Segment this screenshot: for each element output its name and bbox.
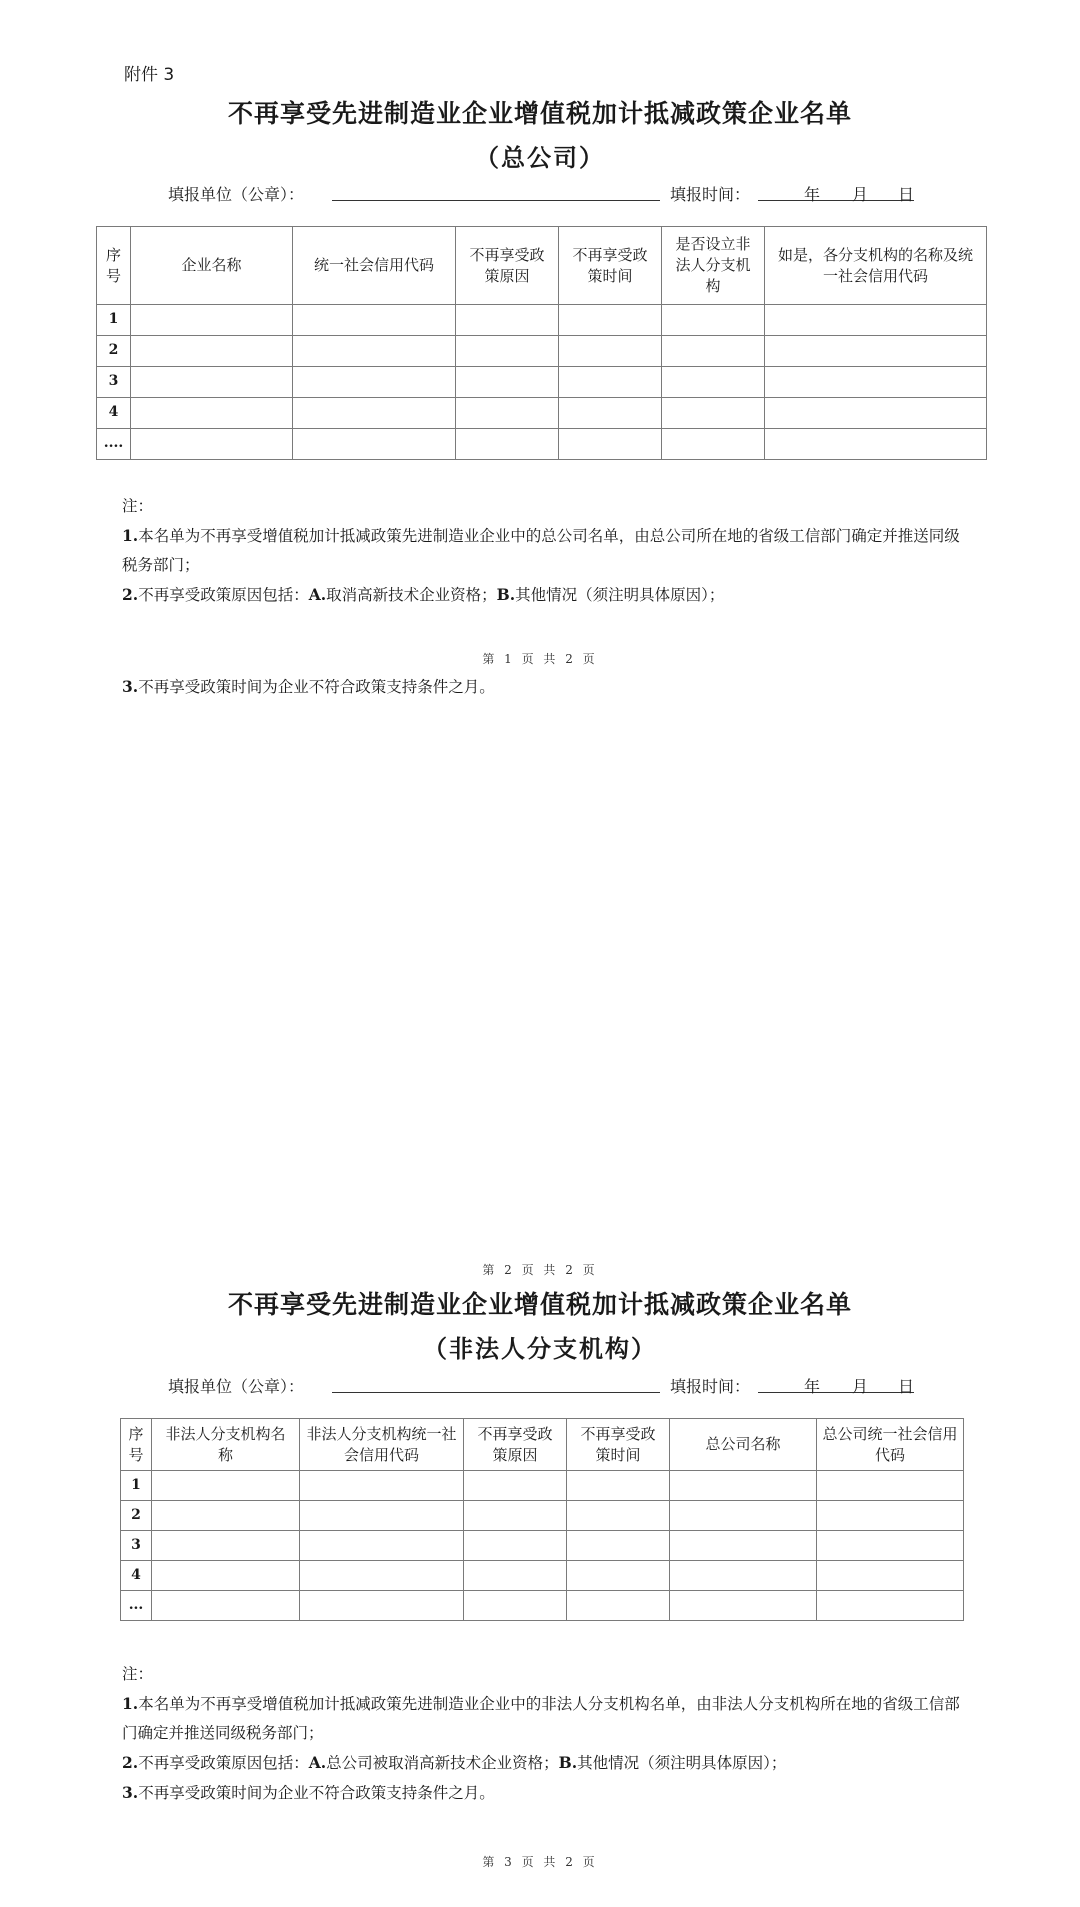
table-cell[interactable]	[670, 1471, 817, 1501]
table-cell[interactable]	[670, 1501, 817, 1531]
table-cell[interactable]	[293, 429, 456, 460]
table-cell[interactable]	[662, 336, 765, 367]
form2-note-3-num: 3.	[122, 1783, 139, 1802]
row-index: 2	[97, 336, 131, 367]
table-row	[97, 429, 987, 460]
form2-note-3-text: 不再享受政策时间为企业不符合政策支持条件之月。	[138, 1784, 495, 1802]
form2-col-reason-label: 不再享受政策原因	[477, 1424, 553, 1464]
table-cell[interactable]	[559, 398, 662, 429]
table-cell[interactable]	[817, 1561, 964, 1591]
form2-note-2	[122, 1748, 962, 1778]
table-cell[interactable]	[293, 305, 456, 336]
form1-col-branch-label: 是否设立非法人分支机构	[675, 235, 751, 295]
row-index: 4	[97, 398, 131, 429]
form1-col-company-name-label: 企业名称	[181, 256, 242, 274]
row-index: 4	[121, 1561, 152, 1591]
form1-col-branch	[662, 227, 765, 305]
table-cell[interactable]	[456, 336, 559, 367]
table-cell[interactable]	[670, 1531, 817, 1561]
table-row	[121, 1471, 964, 1501]
form2-title: 不再享受先进制造业企业增值税加计抵减政策企业名单	[227, 1290, 852, 1319]
table-cell[interactable]	[152, 1531, 300, 1561]
table-cell[interactable]	[300, 1591, 464, 1621]
form2-col-branch-name	[152, 1419, 300, 1471]
table-cell[interactable]	[559, 305, 662, 336]
form1-col-reason	[456, 227, 559, 305]
table-row	[121, 1531, 964, 1561]
form1-subtitle: （总公司）	[475, 143, 605, 172]
form1-col-branch-details	[765, 227, 987, 305]
form2-col-branch-code-label: 非法人分支机构统一社会信用代码	[306, 1424, 457, 1464]
table-cell[interactable]	[670, 1561, 817, 1591]
form2-fill-time-label: 填报时间：	[670, 1377, 751, 1396]
form2-note-2-num: 2.	[122, 1753, 139, 1772]
form2-col-hq-code	[817, 1419, 964, 1471]
form1-note-1-num: 1.	[122, 526, 139, 545]
table-cell[interactable]	[464, 1561, 567, 1591]
row-index: 3	[97, 367, 131, 398]
table-cell[interactable]	[456, 429, 559, 460]
table-row	[121, 1501, 964, 1531]
form2-col-hq-code-label: 总公司统一社会信用代码	[822, 1424, 958, 1464]
table-cell[interactable]	[293, 398, 456, 429]
table-cell[interactable]	[293, 367, 456, 398]
form2-note-2-opt-a: A.	[308, 1753, 327, 1772]
form1-note-3-num: 3.	[122, 677, 139, 696]
row-index: 2	[121, 1501, 152, 1531]
form1-date-day: 日	[898, 185, 915, 204]
table-cell[interactable]	[300, 1471, 464, 1501]
table-cell[interactable]	[293, 336, 456, 367]
form1-col-index-label: 序号	[105, 245, 121, 285]
form1-col-credit-code	[293, 227, 456, 305]
table-cell[interactable]	[152, 1501, 300, 1531]
table-cell[interactable]	[567, 1471, 670, 1501]
form1-col-reason-label: 不再享受政策原因	[469, 245, 545, 285]
table-cell[interactable]	[131, 429, 293, 460]
form2-subtitle: （非法人分支机构）	[423, 1334, 657, 1363]
form2-note-1-text: 本名单为不再享受增值税加计抵减政策先进制造业企业中的非法人分支机构名单，由非法人分支机构所在地的省级工信部门确定并推送同级税务部门；	[122, 1695, 960, 1742]
page-number-3: 第 3 页 共 2 页	[482, 1855, 598, 1869]
table-cell[interactable]	[662, 367, 765, 398]
table-cell[interactable]	[131, 336, 293, 367]
form1-col-time-label: 不再享受政策时间	[572, 245, 648, 285]
form1-note-2-opt-a: A.	[308, 585, 327, 604]
table-cell[interactable]	[152, 1471, 300, 1501]
form2-col-time-label: 不再享受政策时间	[580, 1424, 656, 1464]
form1-note-2	[122, 580, 962, 610]
form1-note-2-opt-b: B.	[496, 585, 516, 604]
form2-date-day: 日	[898, 1377, 915, 1396]
row-index: ....	[97, 429, 131, 460]
form2-note-2-text-c: 其他情况（须注明具体原因）；	[577, 1754, 787, 1772]
table-cell[interactable]	[464, 1471, 567, 1501]
form1-title: 不再享受先进制造业企业增值税加计抵减政策企业名单	[227, 99, 852, 128]
form2-col-time	[567, 1419, 670, 1471]
form1-fill-unit-label: 填报单位（公章）：	[168, 185, 305, 204]
form2-col-index-label: 序号	[128, 1424, 144, 1464]
table-cell[interactable]	[300, 1501, 464, 1531]
form2-fill-time-line[interactable]	[758, 1392, 914, 1393]
form1-note-1	[122, 521, 962, 580]
table-cell[interactable]	[765, 367, 987, 398]
form2-header-row	[121, 1419, 964, 1471]
form2-note-2-opt-b: B.	[558, 1753, 578, 1772]
form2-date-month: 月	[852, 1377, 869, 1396]
form1-fill-unit-line[interactable]	[332, 200, 660, 201]
form1-col-credit-code-label: 统一社会信用代码	[313, 256, 434, 274]
form1-col-branch-details-label: 如是，各分支机构的名称及统一社会信用代码	[777, 245, 973, 285]
table-cell[interactable]	[567, 1591, 670, 1621]
table-row	[97, 305, 987, 336]
table-row	[121, 1561, 964, 1591]
table-cell[interactable]	[765, 305, 987, 336]
form2-note-2-text-a: 不再享受政策原因包括：	[138, 1754, 309, 1772]
form1-note-2-text-b: 取消高新技术企业资格；	[326, 586, 497, 604]
form2-note-1-num: 1.	[122, 1694, 139, 1713]
table-cell[interactable]	[559, 429, 662, 460]
table-row	[97, 398, 987, 429]
table-cell[interactable]	[765, 429, 987, 460]
form1-note-1-text: 本名单为不再享受增值税加计抵减政策先进制造业企业中的总公司名单，由总公司所在地的省级工信部门确定并推送同级税务部门；	[122, 527, 960, 574]
table-cell[interactable]	[152, 1561, 300, 1591]
table-cell[interactable]	[300, 1531, 464, 1561]
form2-note-2-text-b: 总公司被取消高新技术企业资格；	[326, 1754, 559, 1772]
form1-col-company-name	[131, 227, 293, 305]
page-number-2: 第 2 页 共 2 页	[482, 1263, 598, 1277]
table-cell[interactable]	[456, 398, 559, 429]
form1-fill-time-line[interactable]	[758, 200, 914, 201]
table-cell[interactable]	[817, 1471, 964, 1501]
table-cell[interactable]	[464, 1501, 567, 1531]
form1-note-2-text-a: 不再享受政策原因包括：	[138, 586, 309, 604]
table-cell[interactable]	[131, 398, 293, 429]
table-cell[interactable]	[817, 1501, 964, 1531]
table-cell[interactable]	[567, 1531, 670, 1561]
form1-notes-title: 注：	[122, 497, 154, 515]
table-cell[interactable]	[559, 367, 662, 398]
table-cell[interactable]	[567, 1561, 670, 1591]
table-row	[121, 1591, 964, 1621]
row-index: 1	[121, 1471, 152, 1501]
form1-notes	[122, 492, 962, 610]
form1-note-3-text: 不再享受政策时间为企业不符合政策支持条件之月。	[138, 678, 495, 696]
table-cell[interactable]	[456, 367, 559, 398]
table-cell[interactable]	[152, 1591, 300, 1621]
table-cell[interactable]	[300, 1561, 464, 1591]
form1-header-row	[97, 227, 987, 305]
form1-col-index	[97, 227, 131, 305]
table-cell[interactable]	[131, 305, 293, 336]
form2-fill-unit-label: 填报单位（公章）：	[168, 1377, 305, 1396]
attachment-label: 附件 3	[124, 65, 175, 85]
table-row	[97, 367, 987, 398]
form2-col-hq-name	[670, 1419, 817, 1471]
table-cell[interactable]	[464, 1591, 567, 1621]
form2-col-branch-code	[300, 1419, 464, 1471]
table-cell[interactable]	[567, 1501, 670, 1531]
page-number-1: 第 1 页 共 2 页	[482, 652, 598, 666]
table-cell[interactable]	[670, 1591, 817, 1621]
form2-note-3	[122, 1778, 962, 1808]
form2-fill-unit-line[interactable]	[332, 1392, 660, 1393]
form2-date-year: 年	[804, 1377, 821, 1396]
form1-note-2-num: 2.	[122, 585, 139, 604]
table-cell[interactable]	[817, 1591, 964, 1621]
table-cell[interactable]	[456, 305, 559, 336]
table-cell[interactable]	[765, 398, 987, 429]
form1-note-2-text-c: 其他情况（须注明具体原因）；	[515, 586, 725, 604]
form1-date-year: 年	[804, 185, 821, 204]
form2-col-index	[121, 1419, 152, 1471]
row-index: ...	[121, 1591, 152, 1621]
table-cell[interactable]	[131, 367, 293, 398]
table-row	[97, 336, 987, 367]
table-cell[interactable]	[662, 305, 765, 336]
table-cell[interactable]	[817, 1531, 964, 1561]
form2-note-1	[122, 1689, 962, 1748]
form1-date-month: 月	[852, 185, 869, 204]
table-cell[interactable]	[464, 1531, 567, 1561]
form2-notes-title: 注：	[122, 1665, 154, 1683]
table-cell[interactable]	[662, 429, 765, 460]
form1-fill-time-label: 填报时间：	[670, 185, 751, 204]
form2-col-reason	[464, 1419, 567, 1471]
form2-table	[120, 1418, 964, 1621]
table-cell[interactable]	[559, 336, 662, 367]
row-index: 1	[97, 305, 131, 336]
form2-notes	[122, 1660, 962, 1808]
form2-col-hq-name-label: 总公司名称	[705, 1435, 781, 1453]
table-cell[interactable]	[662, 398, 765, 429]
form1-table	[96, 226, 987, 460]
form1-note-3	[122, 672, 962, 702]
row-index: 3	[121, 1531, 152, 1561]
form1-col-time	[559, 227, 662, 305]
form2-col-branch-name-label: 非法人分支机构名称	[165, 1424, 286, 1464]
table-cell[interactable]	[765, 336, 987, 367]
